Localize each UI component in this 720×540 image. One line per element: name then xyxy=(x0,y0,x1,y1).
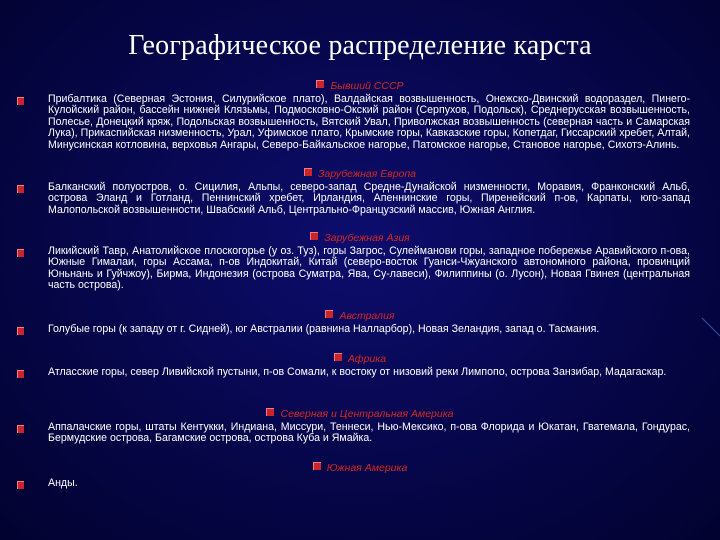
region-heading-north-america: Северная и Центральная Америка xyxy=(0,408,720,420)
bullet-icon xyxy=(17,249,24,257)
bullet-icon xyxy=(17,97,24,105)
bullet-icon xyxy=(17,370,24,378)
bullet-icon xyxy=(316,80,324,88)
bullet-icon xyxy=(266,408,274,416)
bullet-icon xyxy=(17,185,24,193)
region-text-north-america: Аппалачские горы, штаты Кентукки, Индиана, Миссури, Теннеси, Нью-Мексико, п-ова Флорида и Юкатан, Гватемала, Гондурас, Бермудские острова, Багамские острова, острова Куба и Ямайка. xyxy=(48,421,690,445)
bullet-icon xyxy=(17,327,24,335)
slide-title: Географическое распределение карста xyxy=(128,30,592,61)
region-text-australia: Голубые горы (к западу от г. Сидней), юг Австралии (равнина Налларбор), Новая Зеландия, запад о. Тасмания. xyxy=(48,323,600,335)
bullet-icon xyxy=(310,232,318,240)
bullet-icon xyxy=(17,481,24,489)
region-heading-south-america: Южная Америка xyxy=(0,462,720,474)
bullet-icon xyxy=(313,462,321,470)
bullet-icon xyxy=(17,425,24,433)
region-text-africa: Атласские горы, север Ливийской пустыни, п-ов Сомали, к востоку от низовий реки Лимпопо, острова Занзибар, Мадагаскар. xyxy=(48,366,667,378)
bullet-icon xyxy=(304,168,312,176)
region-text-asia: Ликийский Тавр, Анатолийское плоскогорье (у оз. Туз), горы Загрос, Сулейманови горы, западное побережье Аравийского п-ова, Южные Гималаи, горы Ассама, п-ов Индокитай, Китай (северо-восток Гуанси-Чжуанского автономного района, провинций Юньнань и Гуйчжоу), Бирма, Индонезия (острова Суматра, Ява, Су-лавеси), Филиппины (о. Лусон), Новая Гвинея (центральная часть острова). xyxy=(48,245,690,292)
region-text-europe: Балканский полуостров, о. Сицилия, Альпы, северо-запад Средне-Дунайской низменности, Моравия, Франконский Альб, острова Эланд и Готланд, Пеннинский хребет, Ирландия, Апеннинские горы, Пиренейский п-ов, Карпаты, юго-запад Малопольской возвышенности, Швабский Альб, Центрально-Французский массив, Южная Англия. xyxy=(48,181,690,216)
bullet-icon xyxy=(334,353,342,361)
region-text-south-america: Анды. xyxy=(48,477,78,489)
region-heading-europe: Зарубежная Европа xyxy=(0,168,720,180)
region-heading-australia: Австралия xyxy=(0,310,720,322)
bullet-icon xyxy=(325,310,333,318)
region-text-ussr: Прибалтика (Северная Эстония, Силурийское плато), Валдайская возвышенность, Онежско-Двинский водораздел, Пинего-Кулойский район, бассейн нижней Клязьмы, Подмосковно-Окский район (Серпухов, Подольск), Среднерусская возвышенность, Полесье, Донецкий кряж, Подольская возвышенность, Вятский Увал, Приволжская возвышенность (северная часть и Самарская Лука), Прикаспийская низменность, Урал, Уфимское плато, Крымские горы, Кавказские горы, Копетдаг, Гиссарский хребет, Алтай, Минусинская котловина, верховья Ангары, Северо-Байкальское нагорье, Патомское нагорье, Становое нагорье, Сихотэ-Алинь. xyxy=(48,93,690,151)
region-heading-ussr: Бывший СССР xyxy=(0,80,720,92)
region-heading-africa: Африка xyxy=(0,353,720,365)
region-heading-asia: Зарубежная Азия xyxy=(0,232,720,244)
